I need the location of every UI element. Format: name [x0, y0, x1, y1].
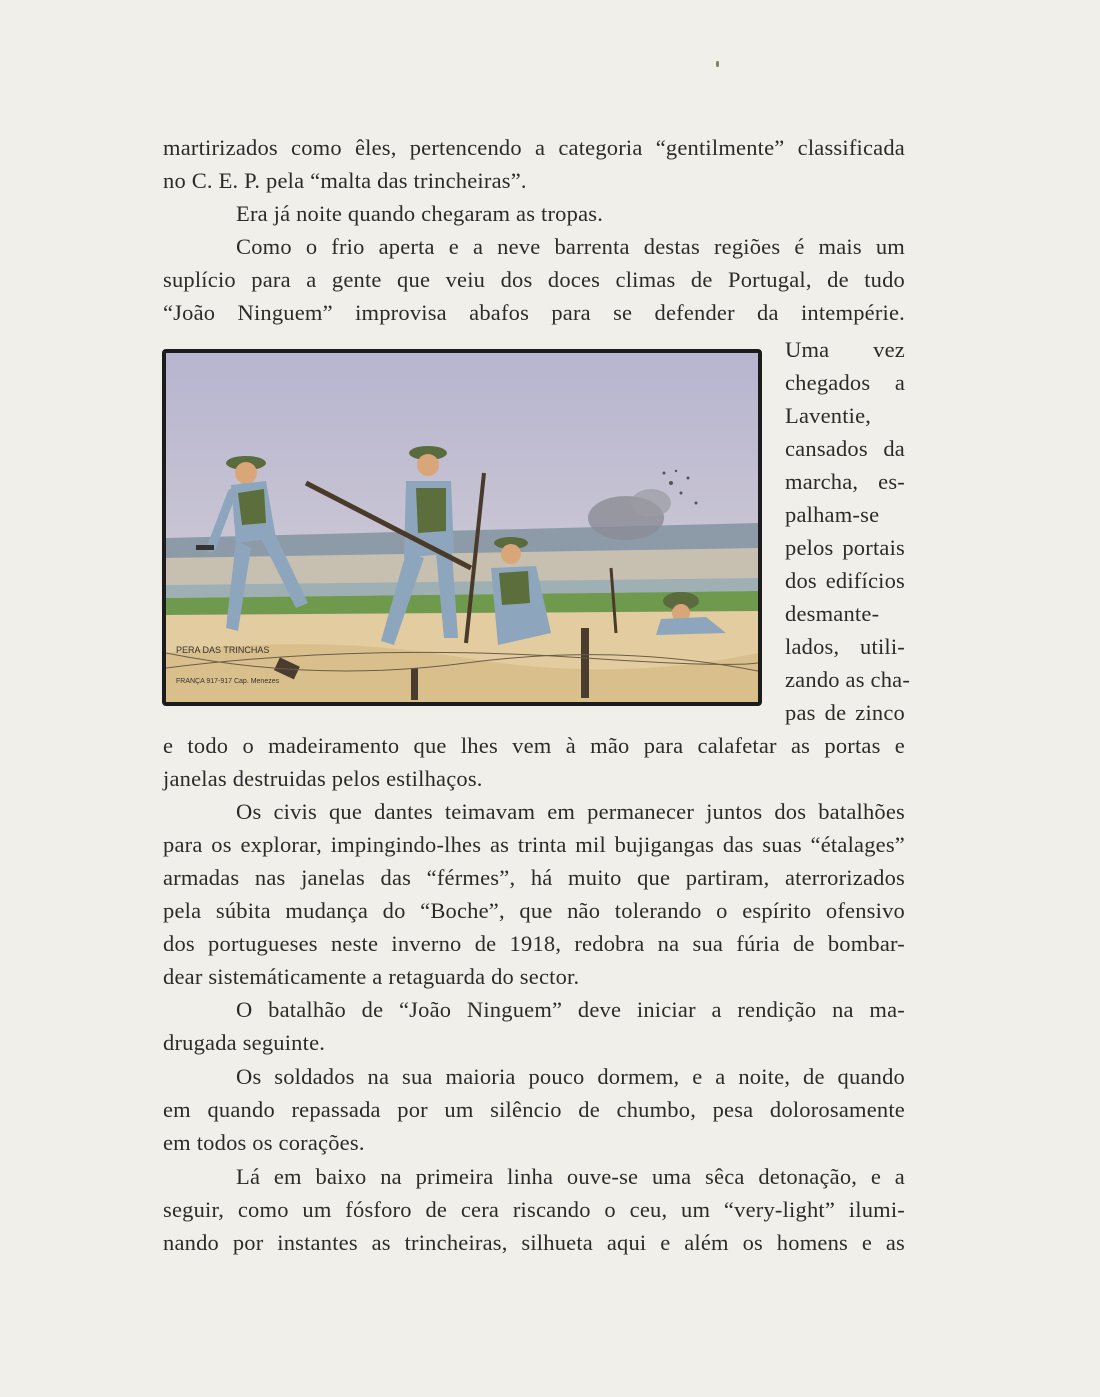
text-line: e todo o madeiramento que lhes vem à mão para calafetar as portas e [163, 733, 905, 758]
text-line: zando as cha- [785, 667, 911, 692]
text-line: palham-se [785, 502, 880, 527]
text-line: Era já noite quando chegaram as tropas. [236, 201, 604, 226]
soldiers-illustration [162, 349, 762, 706]
ink-speck [716, 61, 719, 67]
text-line: Uma vez [785, 337, 905, 362]
text-line: chegados a [785, 370, 905, 395]
text-line: no C. E. P. pela “malta das trincheiras”. [163, 168, 527, 193]
text-line: cansados da [785, 436, 905, 461]
text-line: Os soldados na sua maioria pouco dormem, e a noite, de quando [236, 1064, 905, 1089]
text-line: Os civis que dantes teimavam em permanecer juntos dos batalhões [236, 799, 905, 824]
text-line: pela súbita mudança do “Boche”, que não tolerando o espírito ofensivo [163, 898, 905, 923]
text-line: janelas destruidas pelos estilhaços. [163, 766, 483, 791]
text-line: Lá em baixo na primeira linha ouve-se uma sêca detonação, e a [236, 1164, 905, 1189]
text-line: pelos portais [785, 535, 905, 560]
text-line: marcha, es- [785, 469, 905, 494]
text-line: seguir, como um fósforo de cera riscando o ceu, um “very-light” ilumi- [163, 1197, 905, 1222]
text-line: lados, utili- [785, 634, 905, 659]
text-line: para os explorar, impingindo-lhes as trinta mil bujigangas das suas “étalages” [163, 832, 905, 857]
artist-date: FRANÇA 917-917 Cap. Menezes [176, 678, 280, 685]
text-line: dos edifícios [785, 568, 905, 593]
text-line: drugada seguinte. [163, 1030, 326, 1055]
text-line: pas de zinco [785, 700, 905, 725]
text-line: dos portugueses neste inverno de 1918, redobra na sua fúria de bombar- [163, 931, 905, 956]
text-line: martirizados como êles, pertencendo a categoria “gentilmente” classificada [163, 135, 905, 160]
text-line: “João Ninguem” improvisa abafos para se defender da intempérie. [163, 300, 905, 325]
text-line: em todos os corações. [163, 1130, 365, 1155]
text-line: suplício para a gente que veiu dos doces climas de Portugal, de tudo [163, 267, 905, 292]
text-line: O batalhão de “João Ninguem” deve iniciar a rendição na ma- [236, 997, 905, 1022]
text-line: em quando repassada por um silêncio de chumbo, pesa dolorosamente [163, 1097, 905, 1122]
text-line: armadas nas janelas das “férmes”, há muito que partiram, aterrorizados [163, 865, 905, 890]
text-line: dear sistemáticamente a retaguarda do sector. [163, 964, 580, 989]
illustration-drawing [166, 353, 758, 702]
text-line: desmante- [785, 601, 880, 626]
text-line: nando por instantes as trincheiras, silhueta aqui e além os homens e as [163, 1230, 905, 1255]
text-line: Como o frio aperta e a neve barrenta destas regiões é mais um [236, 234, 905, 259]
text-line: Laventie, [785, 403, 872, 428]
artist-signature: PERA DAS TRINCHAS [176, 645, 270, 655]
